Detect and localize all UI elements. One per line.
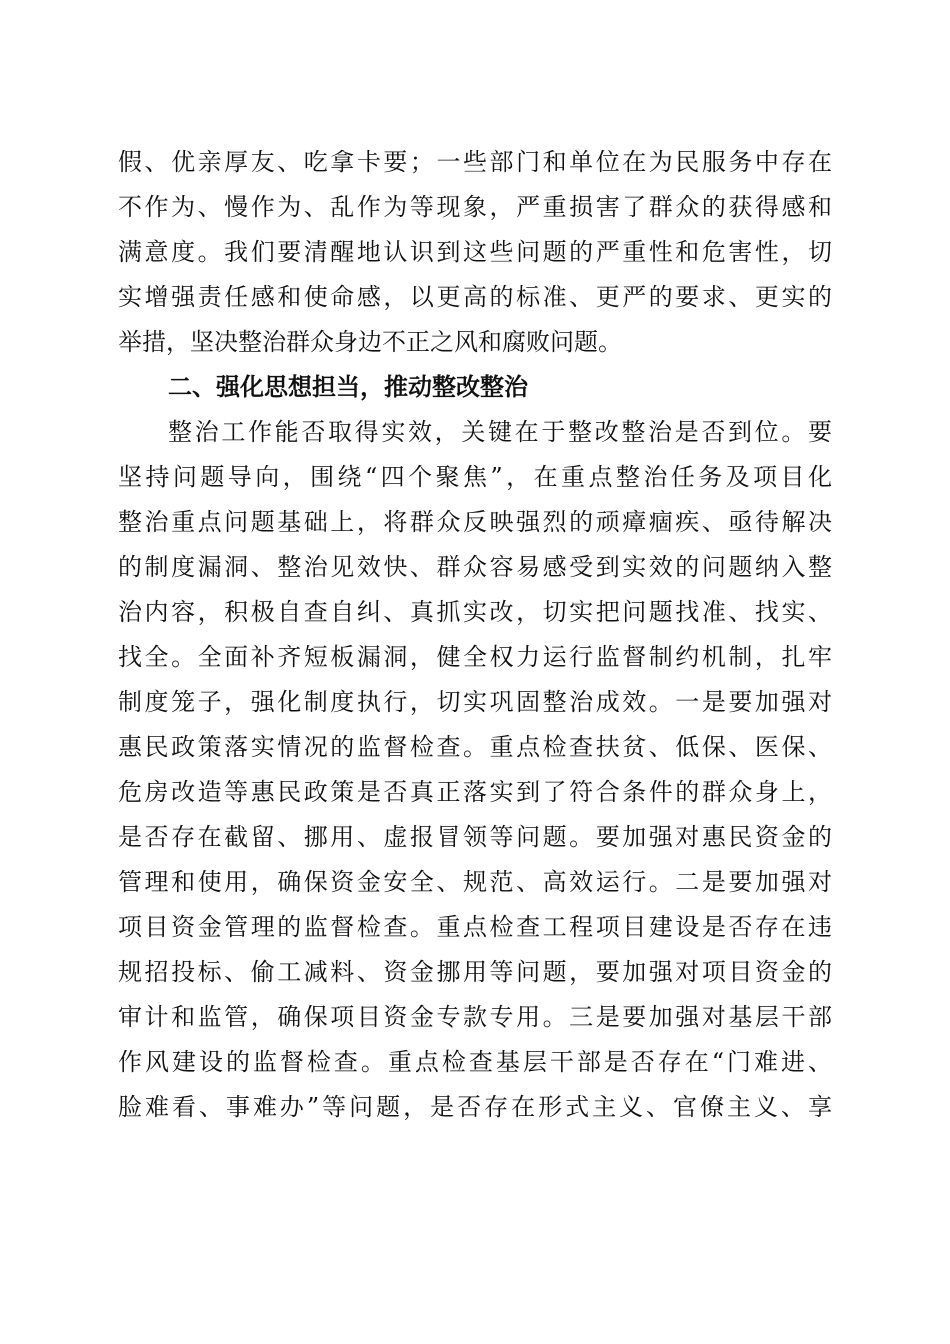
paragraph-line: 脸难看、事难办”等问题，是否存在形式主义、官僚主义、享 bbox=[118, 1093, 832, 1121]
paragraph-line: 危房改造等惠民政策是否真正落实到了符合条件的群众身上， bbox=[118, 778, 832, 806]
paragraph-line: 审计和监管，确保项目资金专款专用。三是要加强对基层干部 bbox=[118, 1003, 832, 1031]
paragraph-line: 满意度。我们要清醒地认识到这些问题的严重性和危害性，切 bbox=[118, 238, 832, 266]
paragraph-line: 整治重点问题基础上，将群众反映强烈的顽瘴痼疾、亟待解决 bbox=[118, 508, 832, 536]
paragraph-line: 举措，坚决整治群众身边不正之风和腐败问题。 bbox=[118, 328, 622, 356]
paragraph-line: 管理和使用，确保资金安全、规范、高效运行。二是要加强对 bbox=[118, 868, 832, 896]
paragraph-line: 坚持问题导向，围绕“四个聚焦”，在重点整治任务及项目化 bbox=[118, 463, 832, 491]
paragraph-line: 惠民政策落实情况的监督检查。重点检查扶贫、低保、医保、 bbox=[118, 733, 832, 761]
paragraph-line: 假、优亲厚友、吃拿卡要；一些部门和单位在为民服务中存在 bbox=[118, 148, 832, 176]
paragraph-line: 整治工作能否取得实效，关键在于整改整治是否到位。要 bbox=[168, 418, 832, 446]
paragraph-line: 的制度漏洞、整治见效快、群众容易感受到实效的问题纳入整 bbox=[118, 553, 832, 581]
paragraph-line: 制度笼子，强化制度执行，切实巩固整治成效。一是要加强对 bbox=[118, 688, 832, 716]
paragraph-line: 作风建设的监督检查。重点检查基层干部是否存在“门难进、 bbox=[118, 1048, 832, 1076]
document-body bbox=[118, 140, 832, 1130]
paragraph-line: 不作为、慢作为、乱作为等现象，严重损害了群众的获得感和 bbox=[118, 193, 832, 221]
paragraph-line: 规招投标、偷工减料、资金挪用等问题，要加强对项目资金的 bbox=[118, 958, 832, 986]
paragraph-line: 治内容，积极自查自纠、真抓实改，切实把问题找准、找实、 bbox=[118, 598, 832, 626]
paragraph-line: 项目资金管理的监督检查。重点检查工程项目建设是否存在违 bbox=[118, 913, 832, 941]
paragraph-line: 是否存在截留、挪用、虚报冒领等问题。要加强对惠民资金的 bbox=[118, 823, 832, 851]
paragraph-line: 实增强责任感和使命感，以更高的标准、更严的要求、更实的 bbox=[118, 283, 832, 311]
paragraph-line: 找全。全面补齐短板漏洞，健全权力运行监督制约机制，扎牢 bbox=[118, 643, 832, 671]
section-heading: 二、强化思想担当，推动整改整治 bbox=[168, 373, 528, 401]
